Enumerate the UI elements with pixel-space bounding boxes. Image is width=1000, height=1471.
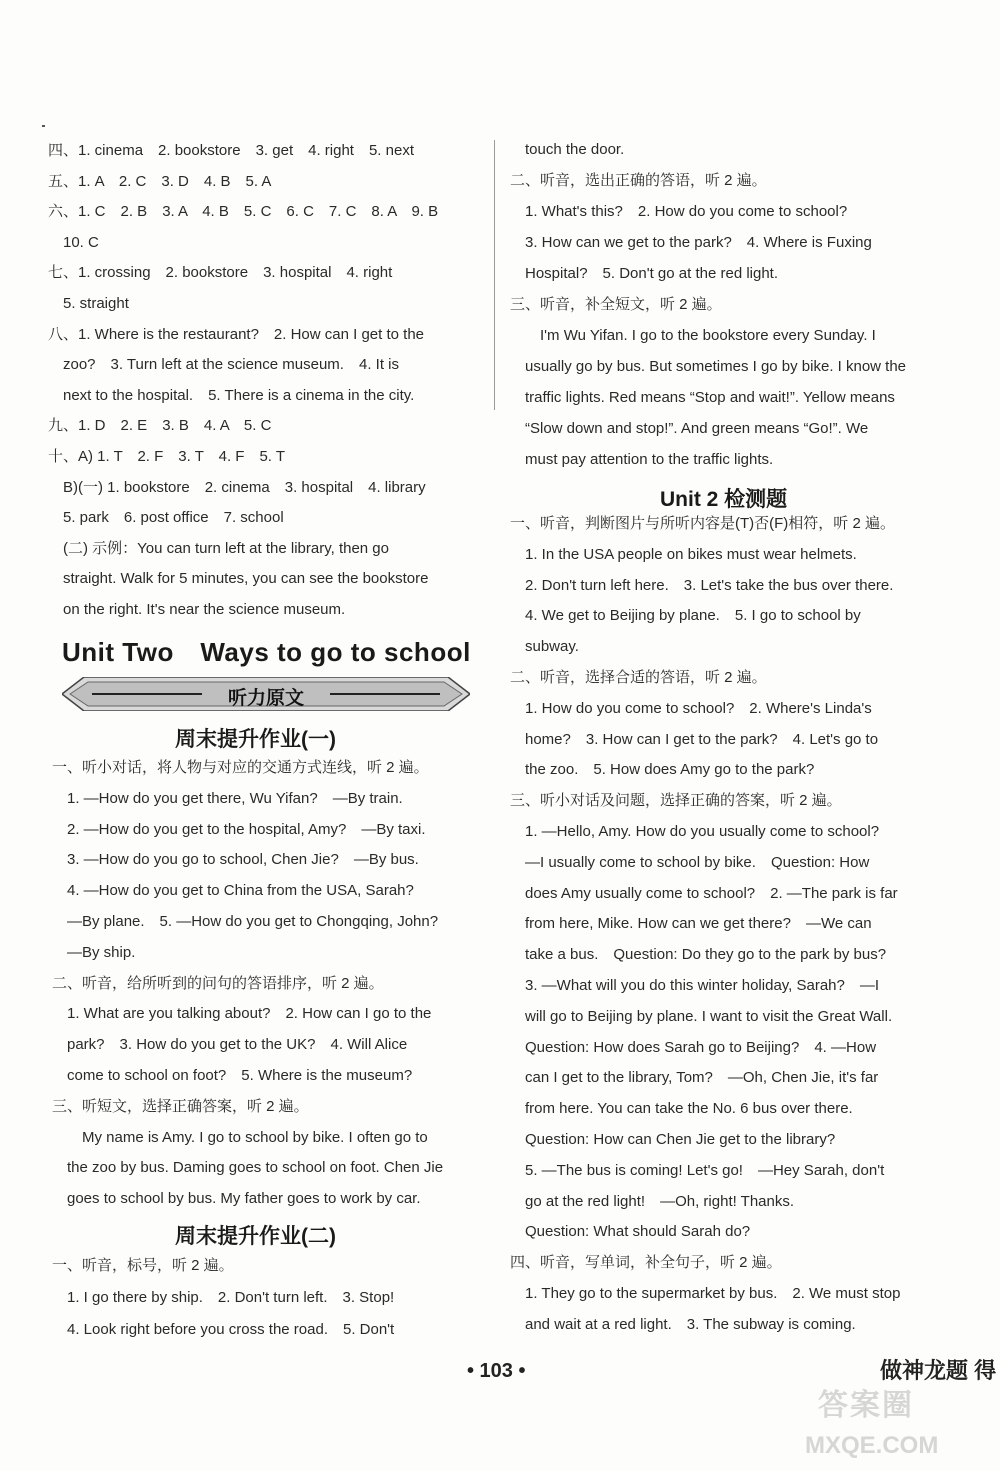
answer-line: 十、A) 1. T 2. F 3. T 4. F 5. T <box>48 448 286 465</box>
listening-text-line: 3. —How do you go to school, Chen Jie? —By bus. <box>52 851 419 869</box>
listening-text-line: 1. In the USA people on bikes must wear helmets. <box>510 545 857 563</box>
listening-text-line: “Slow down and stop!”. And green means “Go!”. We <box>510 420 869 437</box>
listening-text-line: 四、听音，写单词，补全句子，听 2 遍。 <box>510 1254 782 1272</box>
listening-text-line: must pay attention to the traffic lights. <box>510 451 774 468</box>
listening-text-line: park? 3. How do you get to the UK? 4. Will Alice <box>52 1036 408 1054</box>
answer-line: straight. Walk for 5 minutes, you can see the bookstore <box>48 570 429 588</box>
listening-text-line: I'm Wu Yifan. I go to the bookstore every Sunday. I <box>510 327 876 344</box>
listening-text-line: touch the door. <box>510 141 625 158</box>
listening-text-line: 1. —Hello, Amy. How do you usually come to school? <box>510 823 880 840</box>
listening-text-line: 1. What's this? 2. How do you come to school? <box>510 203 848 220</box>
listening-text-line: come to school on foot? 5. Where is the museum? <box>52 1067 413 1084</box>
answer-line: 六、1. C 2. B 3. A 4. B 5. C 6. C 7. C 8. A 9. B <box>48 203 439 221</box>
listening-text-line: 二、听音，给所听到的问句的答语排序，听 2 遍。 <box>52 974 384 992</box>
listening-text-line: the zoo by bus. Daming goes to school on foot. Chen Jie <box>52 1159 444 1177</box>
listening-text-line: 二、听音，选择合适的答语，听 2 遍。 <box>510 669 767 686</box>
listening-text-line: 三、听小对话及问题，选择正确的答案，听 2 遍。 <box>510 792 842 810</box>
listening-text-line: 1. —How do you get there, Wu Yifan? —By train. <box>52 789 403 807</box>
listening-text-line: 一、听音，标号，听 2 遍。 <box>52 1257 234 1274</box>
listening-text-line: 1. What are you talking about? 2. How can I go to the <box>52 1005 432 1023</box>
listening-text-line: usually go by bus. But sometimes I go by bike. I know the <box>510 358 907 375</box>
listening-text-line: Question: How can Chen Jie get to the library? <box>510 1131 836 1148</box>
answer-line: on the right. It's near the science museum. <box>48 601 346 618</box>
unit-title: Unit Two Ways to go to school <box>62 637 471 667</box>
listening-text-line: 4. —How do you get to China from the USA, Sarah? <box>52 882 414 900</box>
listening-text-line: Question: What should Sarah do? <box>510 1223 751 1241</box>
answer-line: 八、1. Where is the restaurant? 2. How can I get to the <box>48 325 425 343</box>
listening-text-line: goes to school by bus. My father goes to work by car. <box>52 1190 421 1208</box>
answer-line: 九、1. D 2. E 3. B 4. A 5. C <box>48 417 272 435</box>
listening-text-line: 4. Look right before you cross the road. 5. Don't <box>52 1321 395 1338</box>
page-number: • 103 • <box>467 1360 526 1382</box>
scan-mark <box>42 125 45 127</box>
listening-text-line: 1. I go there by ship. 2. Don't turn left. 3. Stop! <box>52 1289 395 1306</box>
listening-text-line: —By ship. <box>52 943 136 961</box>
listening-text-line: My name is Amy. I go to school by bike. I often go to <box>52 1128 428 1146</box>
watermark-url: MXQE.COM <box>805 1432 939 1459</box>
brand-text: 做神龙题 <box>880 1358 969 1383</box>
listening-text-line: 3. How can we get to the park? 4. Where is Fuxing <box>510 234 872 251</box>
answer-line: 七、1. crossing 2. bookstore 3. hospital 4. right <box>48 264 393 282</box>
answer-line: 四、1. cinema 2. bookstore 3. get 4. right 5. next <box>48 142 414 159</box>
unit2-test-title: Unit 2 检测题 <box>660 488 788 511</box>
brand-tail: 得 <box>974 1358 997 1383</box>
listening-text-line: will go to Beijing by plane. I want to visit the Great Wall. <box>510 1007 893 1025</box>
answer-line: 5. straight <box>48 295 129 312</box>
listening-text-line: take a bus. Question: Do they go to the park by bus? <box>510 946 887 964</box>
listening-text-line: can I get to the library, Tom? —Oh, Chen Jie, it's far <box>510 1069 879 1087</box>
listening-text-line: 三、听短文，选择正确答案，听 2 遍。 <box>52 1097 309 1115</box>
listening-text-line: from here, Mike. How can we get there? —We can <box>510 915 872 933</box>
listening-text-line: go at the red light! —Oh, right! Thanks. <box>510 1192 795 1210</box>
homework-2-title: 周末提升作业(二) <box>175 1225 336 1248</box>
listening-text-line: 2. —How do you get to the hospital, Amy? —By taxi. <box>52 820 426 838</box>
listening-text-line: 二、听音，选出正确的答语，听 2 遍。 <box>510 172 767 189</box>
listening-text-line: subway. <box>510 638 579 656</box>
listening-text-line: 一、听小对话，将人物与对应的交通方式连线，听 2 遍。 <box>52 759 429 776</box>
listening-text-line: 三、听音，补全短文，听 2 遍。 <box>510 296 722 313</box>
listening-text-line: does Amy usually come to school? 2. —The park is far <box>510 884 898 902</box>
answer-line: (二) 示例：You can turn left at the library, then go <box>48 539 389 557</box>
listening-text-line: and wait at a red light. 3. The subway is coming. <box>510 1315 856 1333</box>
listening-text-line: 一、听音，判断图片与所听内容是(T)否(F)相符，听 2 遍。 <box>510 515 895 532</box>
listening-text-line: 1. They go to the supermarket by bus. 2. We must stop <box>510 1285 901 1302</box>
answer-line: B)(一) 1. bookstore 2. cinema 3. hospital 4. library <box>48 478 426 496</box>
listening-text-line: —I usually come to school by bike. Question: How <box>510 853 870 871</box>
listening-text-line: 4. We get to Beijing by plane. 5. I go to school by <box>510 607 861 625</box>
listening-text-line: Question: How does Sarah go to Beijing? 4. —How <box>510 1038 877 1056</box>
answer-line: zoo? 3. Turn left at the science museum. 4. It is <box>48 356 399 374</box>
listening-text-line: 1. How do you come to school? 2. Where's Linda's <box>510 699 872 717</box>
column-divider <box>494 140 495 410</box>
listening-text-line: 2. Don't turn left here. 3. Let's take the bus over there. <box>510 576 894 594</box>
section-banner <box>62 677 470 711</box>
listening-text-line: —By plane. 5. —How do you get to Chongqing, John? <box>52 913 439 930</box>
listening-text-line: 5. —The bus is coming! Let's go! —Hey Sarah, don't <box>510 1161 885 1179</box>
listening-text-line: Hospital? 5. Don't go at the red light. <box>510 265 779 282</box>
listening-text-line: home? 3. How can I get to the park? 4. Let's go to <box>510 730 879 748</box>
homework-1-title: 周末提升作业(一) <box>175 728 336 751</box>
watermark-logo: 答案圈 <box>818 1389 914 1422</box>
answer-line: next to the hospital. 5. There is a cinema in the city. <box>48 386 415 404</box>
listening-text-line: 3. —What will you do this winter holiday, Sarah? —I <box>510 977 880 994</box>
listening-text-line: traffic lights. Red means “Stop and wait!”. Yellow means <box>510 389 895 406</box>
listening-text-line: the zoo. 5. How does Amy go to the park? <box>510 761 815 779</box>
banner-label: 听力原文 <box>227 688 304 709</box>
answer-line: 5. park 6. post office 7. school <box>48 509 284 527</box>
answer-line: 10. C <box>48 233 99 251</box>
listening-text-line: from here. You can take the No. 6 bus over there. <box>510 1100 853 1118</box>
answer-line: 五、1. A 2. C 3. D 4. B 5. A <box>48 172 272 190</box>
